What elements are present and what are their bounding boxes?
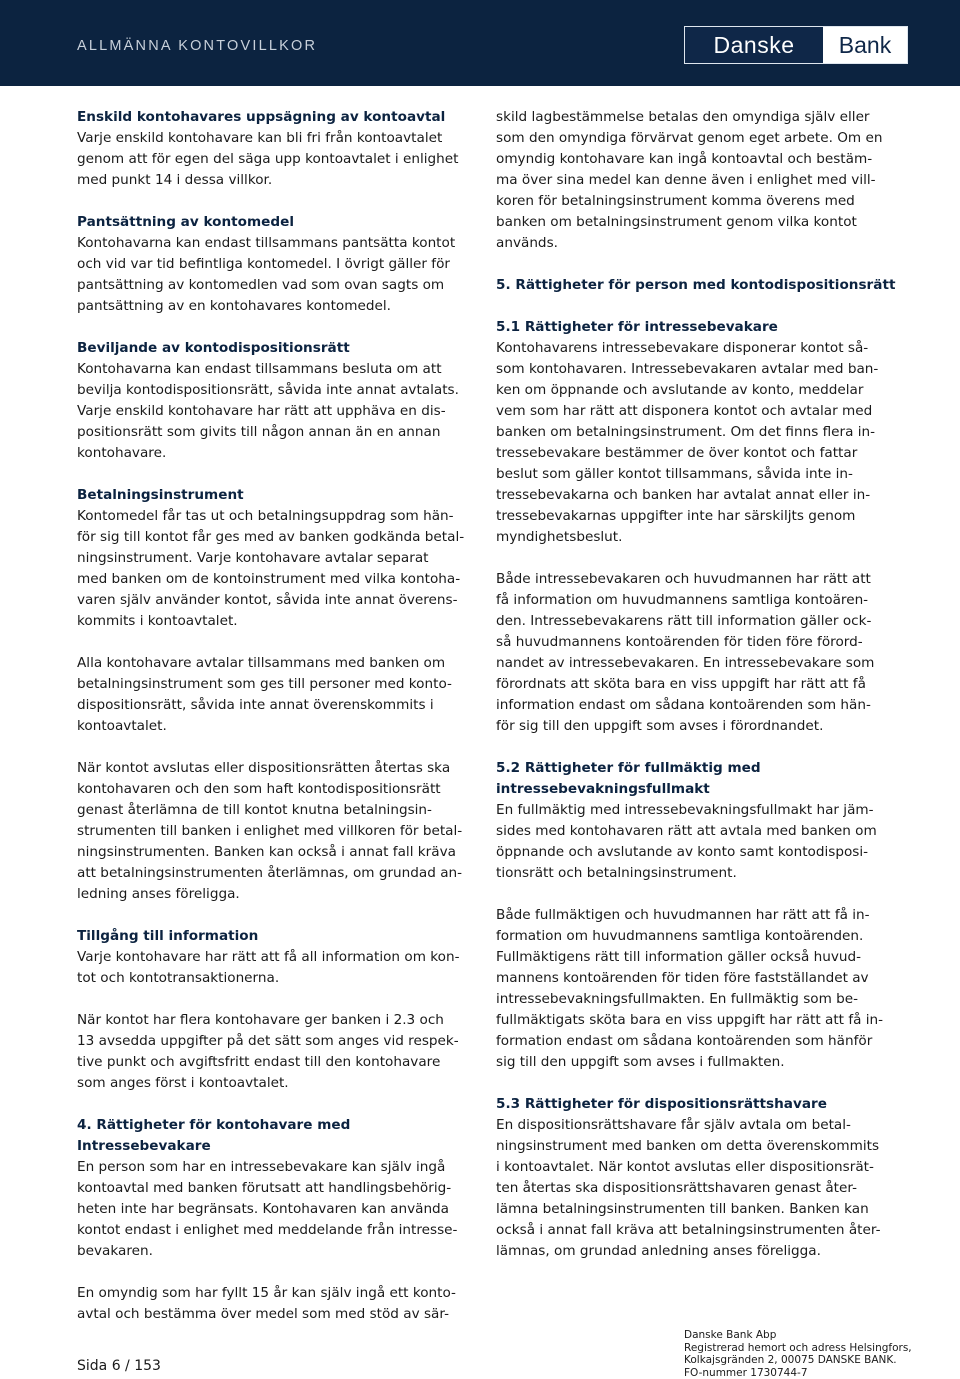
section-paragraph: En dispositionsrättshavare får själv avtala om betal- ningsinstrument med banken om detta överenskommits i kontoavtalet. När kontot avslutas eller dispositionsrät- ten återtas ska dispositionsrättshavaren genast åter- lämna betalningsinstrumenten till banken. Banken kan också i annat fall kräva att betalningsinstrumenten åter- lämnas, om grundad anledning anses föreligga. — [496, 1117, 881, 1259]
text-section — [77, 107, 472, 191]
section-paragraph: En fullmäktig med intressebevakningsfullmakt har jäm- sides med kontohavaren rätt att avtala med banken om öppnande och avslutande av konto samt kontodisposi- tionsrätt och betalningsinstrument. — [496, 802, 877, 881]
text-section — [496, 317, 896, 548]
text-section — [496, 758, 896, 884]
company-info: Danske Bank Abp Registrerad hemort och adress Helsingfors, Kolkajsgränden 2, 00075 DANSKE BANK. FO-nummer 1730744-7 — [684, 1329, 912, 1379]
text-section — [77, 926, 472, 989]
section-heading: Beviljande av kontodispositionsrätt — [77, 340, 350, 356]
section-heading: Betalningsinstrument — [77, 487, 244, 503]
section-paragraph: Kontohavarens intressebevakare disponerar kontot så- som kontohavaren. Intressebevakaren avtalar med ban- ken om öppnande och avslutande av konto, meddelar vem som har rätt att disponera kontot och avtalar med banken om betalningsinstrument. Om det finns flera in- tressebevakare bestämmer de över kontot och fattar beslut som gäller kontot tillsammans, såvida inte in- tressebevakarna och banken har avtalat annat eller in- tressebevakarnas uppgifter inte har särskiljts genom myndighetsbeslut. — [496, 340, 879, 545]
section-paragraph: Kontohavarna kan endast tillsammans pantsätta kontot och vid var tid befintliga kontomedel. I övrigt gäller för pantsättning av kontomedlen vad som ovan sagts om pantsättning av en kontohavares kontomedel. — [77, 235, 456, 314]
section-paragraph: Kontomedel får tas ut och betalningsuppdrag som hän- för sig till kontot får ges med av banken godkända betal- ningsinstrument. Varje kontohavare avtalar separat med banken om de kontoinstrument med vilka kontoha- varen själv använder kontot, såvida inte annat överens- kommits i kontoavtalet. — [77, 508, 465, 629]
section-paragraph: En person som har en intressebevakare kan själv ingå kontoavtal med banken förutsatt att handlingsbehörig- heten inte har begränsats. Kontohavaren kan använda kontot endast i enlighet med meddelande från intresse- bevakaren. — [77, 1159, 458, 1259]
text-section — [77, 485, 472, 632]
logo-word-danske: Danske — [685, 27, 823, 63]
section-paragraph: När kontot har flera kontohavare ger banken i 2.3 och 13 avsedda uppgifter på det sätt som anges vid respek- tive punkt och avgiftsfritt endast till den kontohavare som anges först i kontoavtalet. — [77, 1012, 459, 1091]
text-section — [77, 758, 472, 905]
section-heading: 5.1 Rättigheter för intressebevakare — [496, 319, 778, 335]
section-heading: 5. Rättigheter för person med kontodispositionsrätt — [496, 277, 896, 293]
text-section — [77, 1115, 472, 1262]
section-paragraph: En omyndig som har fyllt 15 år kan själv ingå ett konto- avtal och bestämma över medel som med stöd av sär- — [77, 1285, 456, 1322]
section-paragraph: Varje enskild kontohavare kan bli fri från kontoavtalet genom att för egen del säga upp kontoavtalet i enlighet med punkt 14 i dessa villkor. — [77, 130, 459, 188]
section-paragraph: skild lagbestämmelse betalas den omyndiga själv eller som den omyndiga förvärvat genom eget arbete. Om en omyndig kontohavare kan ingå kontoavtal och bestäm- ma över sina medel kan denne även i enlighet med vill- koren för betalningsinstrument komma överens med banken om betalningsinstrument genom vilka kontot används. — [496, 109, 883, 251]
section-paragraph: Varje kontohavare har rätt att få all information om kon- tot och kontotransaktionerna. — [77, 949, 460, 986]
left-column — [77, 107, 472, 1346]
text-section — [496, 569, 896, 737]
section-heading: Enskild kontohavares uppsägning av kontoavtal — [77, 109, 446, 125]
text-section — [77, 212, 472, 317]
document-title: ALLMÄNNA KONTOVILLKOR — [77, 38, 318, 54]
section-heading: 4. Rättigheter för kontohavare med Intressebevakare — [77, 1117, 351, 1154]
section-heading: 5.3 Rättigheter för dispositionsrättshavare — [496, 1096, 827, 1112]
danske-bank-logo — [684, 26, 908, 64]
text-section — [77, 1010, 472, 1094]
section-heading: 5.2 Rättigheter för fullmäktig med intressebevakningsfullmakt — [496, 760, 761, 797]
page-header — [0, 0, 960, 86]
section-paragraph: Både intressebevakaren och huvudmannen har rätt att få information om huvudmannens samtliga kontoären- den. Intressebevakarens rätt till information gäller ock- så huvudmannens kontoärenden för tiden före förord- nandet av intressebevakaren. En intressebevakare som förordnats att sköta bara en viss uppgift har rätt att få information endast om sådana kontoärenden som hän- för sig till den uppgift som avses i förordnandet. — [496, 571, 875, 734]
page-number: Sida 6 / 153 — [77, 1358, 161, 1374]
section-paragraph: Alla kontohavare avtalar tillsammans med banken om betalningsinstrument som ges till personer med konto- dispositionsrätt, såvida inte annat överenskommits i kontoavtalet. — [77, 655, 452, 734]
right-column — [496, 107, 896, 1283]
logo-word-bank: Bank — [823, 27, 907, 63]
text-section — [77, 1283, 472, 1325]
section-paragraph: Både fullmäktigen och huvudmannen har rätt att få in- formation om huvudmannens samtliga kontoärenden. Fullmäktigens rätt till information gäller också huvud- mannens kontoärenden för tiden före fastställandet av intressebevakningsfullmakten. En fullmäktig som be- fullmäktigats sköta bara en viss uppgift har rätt att få in- formation endast om sådana kontoärenden som hänför sig till den uppgift som avses i fullmakten. — [496, 907, 884, 1070]
text-section — [496, 905, 896, 1073]
text-section — [77, 653, 472, 737]
text-section — [496, 107, 896, 254]
text-section — [496, 275, 896, 296]
section-paragraph: Kontohavarna kan endast tillsammans besluta om att bevilja kontodispositionsrätt, såvida inte annat avtalats. Varje enskild kontohavare har rätt att upphäva en dis- positionsrätt som givits till någon annan än en annan kontohavare. — [77, 361, 459, 461]
text-section — [77, 338, 472, 464]
section-heading: Tillgång till information — [77, 928, 259, 944]
text-section — [496, 1094, 896, 1262]
section-heading: Pantsättning av kontomedel — [77, 214, 294, 230]
section-paragraph: När kontot avslutas eller dispositionsrätten återtas ska kontohavaren och den som haft kontodispositionsrätt genast återlämna de till kontot knutna betalningsin- strumenten till banken i enlighet med villkoren för betal- ningsinstrumenten. Banken kan också i annat fall kräva att betalningsinstrumenten återlämnas, om grundad an- ledning anses föreligga. — [77, 760, 463, 902]
